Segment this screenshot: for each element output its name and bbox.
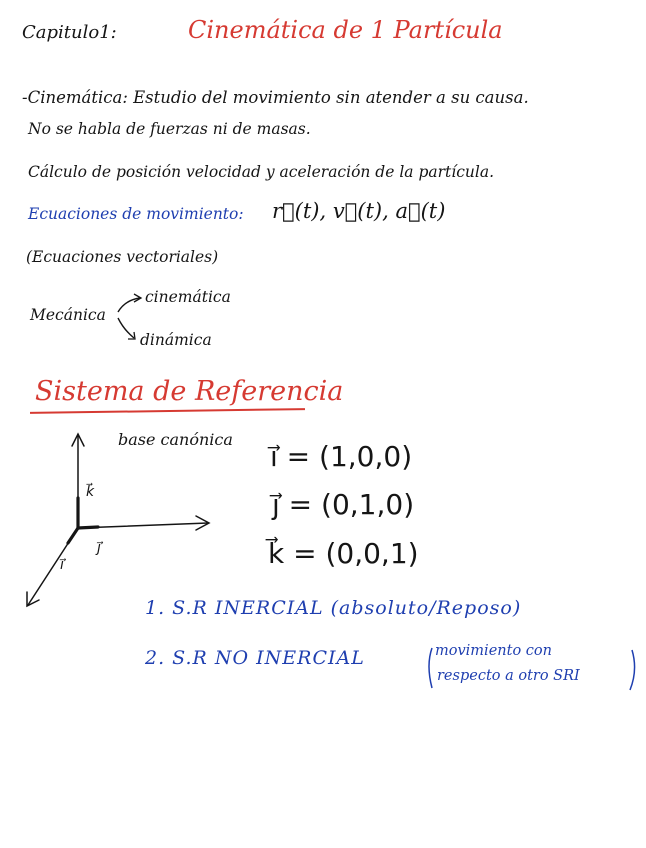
noninertial-note-line1: movimiento con: [435, 643, 552, 659]
mechanics-branch-dynamics: dinámica: [140, 331, 212, 349]
equations-value: r⃗(t), v⃗(t), a⃗(t): [272, 199, 446, 223]
reference-type-noninertial: 2. S.R NO INERCIAL: [145, 647, 365, 669]
mechanics-branch-kinematics: cinemática: [145, 288, 231, 306]
basis-vector-k: k⃗ = (0,0,1): [268, 537, 419, 570]
note-bracket-left: [429, 648, 432, 688]
base-label: base canónica: [118, 430, 233, 449]
axis-label-j: j⃗: [97, 540, 101, 556]
unit-vector-j: [78, 527, 98, 528]
basis-vector-j: j⃗ = (0,1,0): [272, 488, 415, 521]
reference-type-inertial: 1. S.R INERCIAL (absoluto/Reposo): [145, 597, 522, 619]
definition-line: -Cinemática: Estudio del movimiento sin atender a su causa.: [22, 88, 529, 107]
equations-label: Ecuaciones de movimiento:: [28, 205, 244, 223]
axes-diagram: [27, 434, 209, 606]
mechanics-label: Mecánica: [30, 306, 106, 324]
note-line-vectorial: (Ecuaciones vectoriales): [26, 248, 219, 266]
unit-vector-i: [68, 528, 78, 543]
note-bracket-right: [630, 650, 635, 690]
section-title: Sistema de Referencia: [35, 376, 344, 407]
note-line-forces: No se habla de fuerzas ni de masas.: [28, 120, 311, 138]
branch-arrow-lower: [118, 318, 134, 338]
noninertial-note-line2: respecto a otro SRI: [437, 668, 580, 684]
axis-label-i: i⃗: [60, 557, 64, 573]
axis-label-k: k⃗: [86, 484, 95, 500]
page-title: Cinemática de 1 Partícula: [188, 16, 503, 44]
chapter-label: Capitulo1:: [22, 22, 117, 43]
note-line-calculation: Cálculo de posición velocidad y aceleración de la partícula.: [28, 163, 495, 181]
basis-vector-i: i⃗ = (1,0,0): [270, 440, 413, 473]
